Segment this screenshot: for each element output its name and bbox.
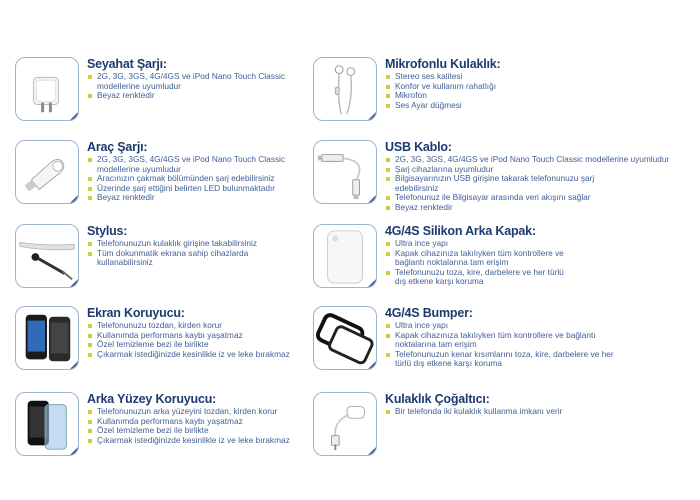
- list-item: Ultra ince yapı: [385, 321, 615, 331]
- wall-charger-icon: [15, 57, 79, 121]
- list-item: 2G, 3G, 3GS, 4G/4GS ve iPod Nano Touch Classic modellerine uyumludur: [87, 155, 312, 174]
- list-item: Özel temizleme bezi ile birlikte: [87, 426, 327, 436]
- silicone-case-icon: [313, 224, 377, 288]
- item-title: Araç Şarjı:: [87, 140, 148, 154]
- list-item: Beyaz renktedir: [87, 193, 312, 203]
- item-title: Arka Yüzey Koruyucu:: [87, 392, 217, 406]
- list-item: Bilgisayarınızın USB girişine takarak telefonunuzu şarj edebilirsiniz: [385, 174, 605, 193]
- item-title: Ekran Koruyucu:: [87, 306, 185, 320]
- list-item: Çıkarmak istediğinizde kesinlikle iz ve leke bırakmaz: [87, 350, 327, 360]
- earphones-icon: [313, 57, 377, 121]
- list-item: Beyaz renktedir: [87, 91, 312, 101]
- list-item: Kullanımda performans kaybı yaşatmaz: [87, 331, 327, 341]
- screen-protector-icon: [15, 306, 79, 370]
- item-title: Mikrofonlu Kulaklık:: [385, 57, 501, 71]
- item-title: Seyahat Şarjı:: [87, 57, 167, 71]
- list-item: Telefonunuzu toza, kire, darbelere ve her türlü dış etkene karşı koruma: [385, 268, 570, 287]
- list-item: Kapak cihazınıza takılıyken tüm kontrollere ve bağlantı noktalarına tam erişim: [385, 331, 615, 350]
- list-item: Telefonunuzun arka yüzeyini tozdan, kirden korur: [87, 407, 327, 417]
- list-item: Tüm dokunmatik ekrana sahip cihazlarda kullanabilirsiniz: [87, 249, 287, 268]
- list-item: Ultra ince yapı: [385, 239, 570, 249]
- item-title: Stylus:: [87, 224, 128, 238]
- list-item: 2G, 3G, 3GS, 4G/4GS ve iPod Nano Touch Classic modellerine uyumludur: [385, 155, 685, 165]
- list-item: Beyaz renktedir: [385, 203, 685, 213]
- item-title: 4G/4S Silikon Arka Kapak:: [385, 224, 536, 238]
- list-item: Mikrofon: [385, 91, 685, 101]
- list-item: Bir telefonda iki kulaklık kullanma imkanı verir: [385, 407, 685, 417]
- back-protector-icon: [15, 392, 79, 456]
- item-title: Kulaklık Çoğaltıcı:: [385, 392, 490, 406]
- list-item: 2G, 3G, 3GS, 4G/4GS ve iPod Nano Touch Classic modellerine uyumludur: [87, 72, 312, 91]
- list-item: Kullanımda performans kaybı yaşatmaz: [87, 417, 327, 427]
- list-item: Özel temizleme bezi ile birlikte: [87, 340, 327, 350]
- list-item: Telefonunuzu tozdan, kirden korur: [87, 321, 327, 331]
- car-charger-icon: [15, 140, 79, 204]
- bumper-icon: [313, 306, 377, 370]
- list-item: Telefonunuzun kulaklık girişine takabilirsiniz: [87, 239, 287, 249]
- list-item: Telefonunuzun kenar kısımlarını toza, kire, darbelere ve her türlü dış etkene karşı koruma: [385, 350, 615, 369]
- item-title: 4G/4S Bumper:: [385, 306, 473, 320]
- item-title: USB Kablo:: [385, 140, 452, 154]
- list-item: Kapak cihazınıza takılıyken tüm kontrollere ve bağlantı noktalarına tam erişim: [385, 249, 570, 268]
- list-item: Üzerinde şarj ettiğini belirten LED bulunmaktadır: [87, 184, 312, 194]
- list-item: Konfor ve kullanım rahatlığı: [385, 82, 685, 92]
- list-item: Şarj cihazlarına uyumludur: [385, 165, 685, 175]
- list-item: Çıkarmak istediğinizde kesinlikle iz ve leke bırakmaz: [87, 436, 327, 446]
- list-item: Telefonunuz ile Bilgisayar arasında veri akışını sağlar: [385, 193, 685, 203]
- stylus-icon: [15, 224, 79, 288]
- headphone-splitter-icon: [313, 392, 377, 456]
- list-item: Aracınızın çakmak bölümünden şarj edebilirsiniz: [87, 174, 312, 184]
- usb-cable-icon: [313, 140, 377, 204]
- list-item: Ses Ayar düğmesi: [385, 101, 685, 111]
- list-item: Stereo ses kalitesi: [385, 72, 685, 82]
